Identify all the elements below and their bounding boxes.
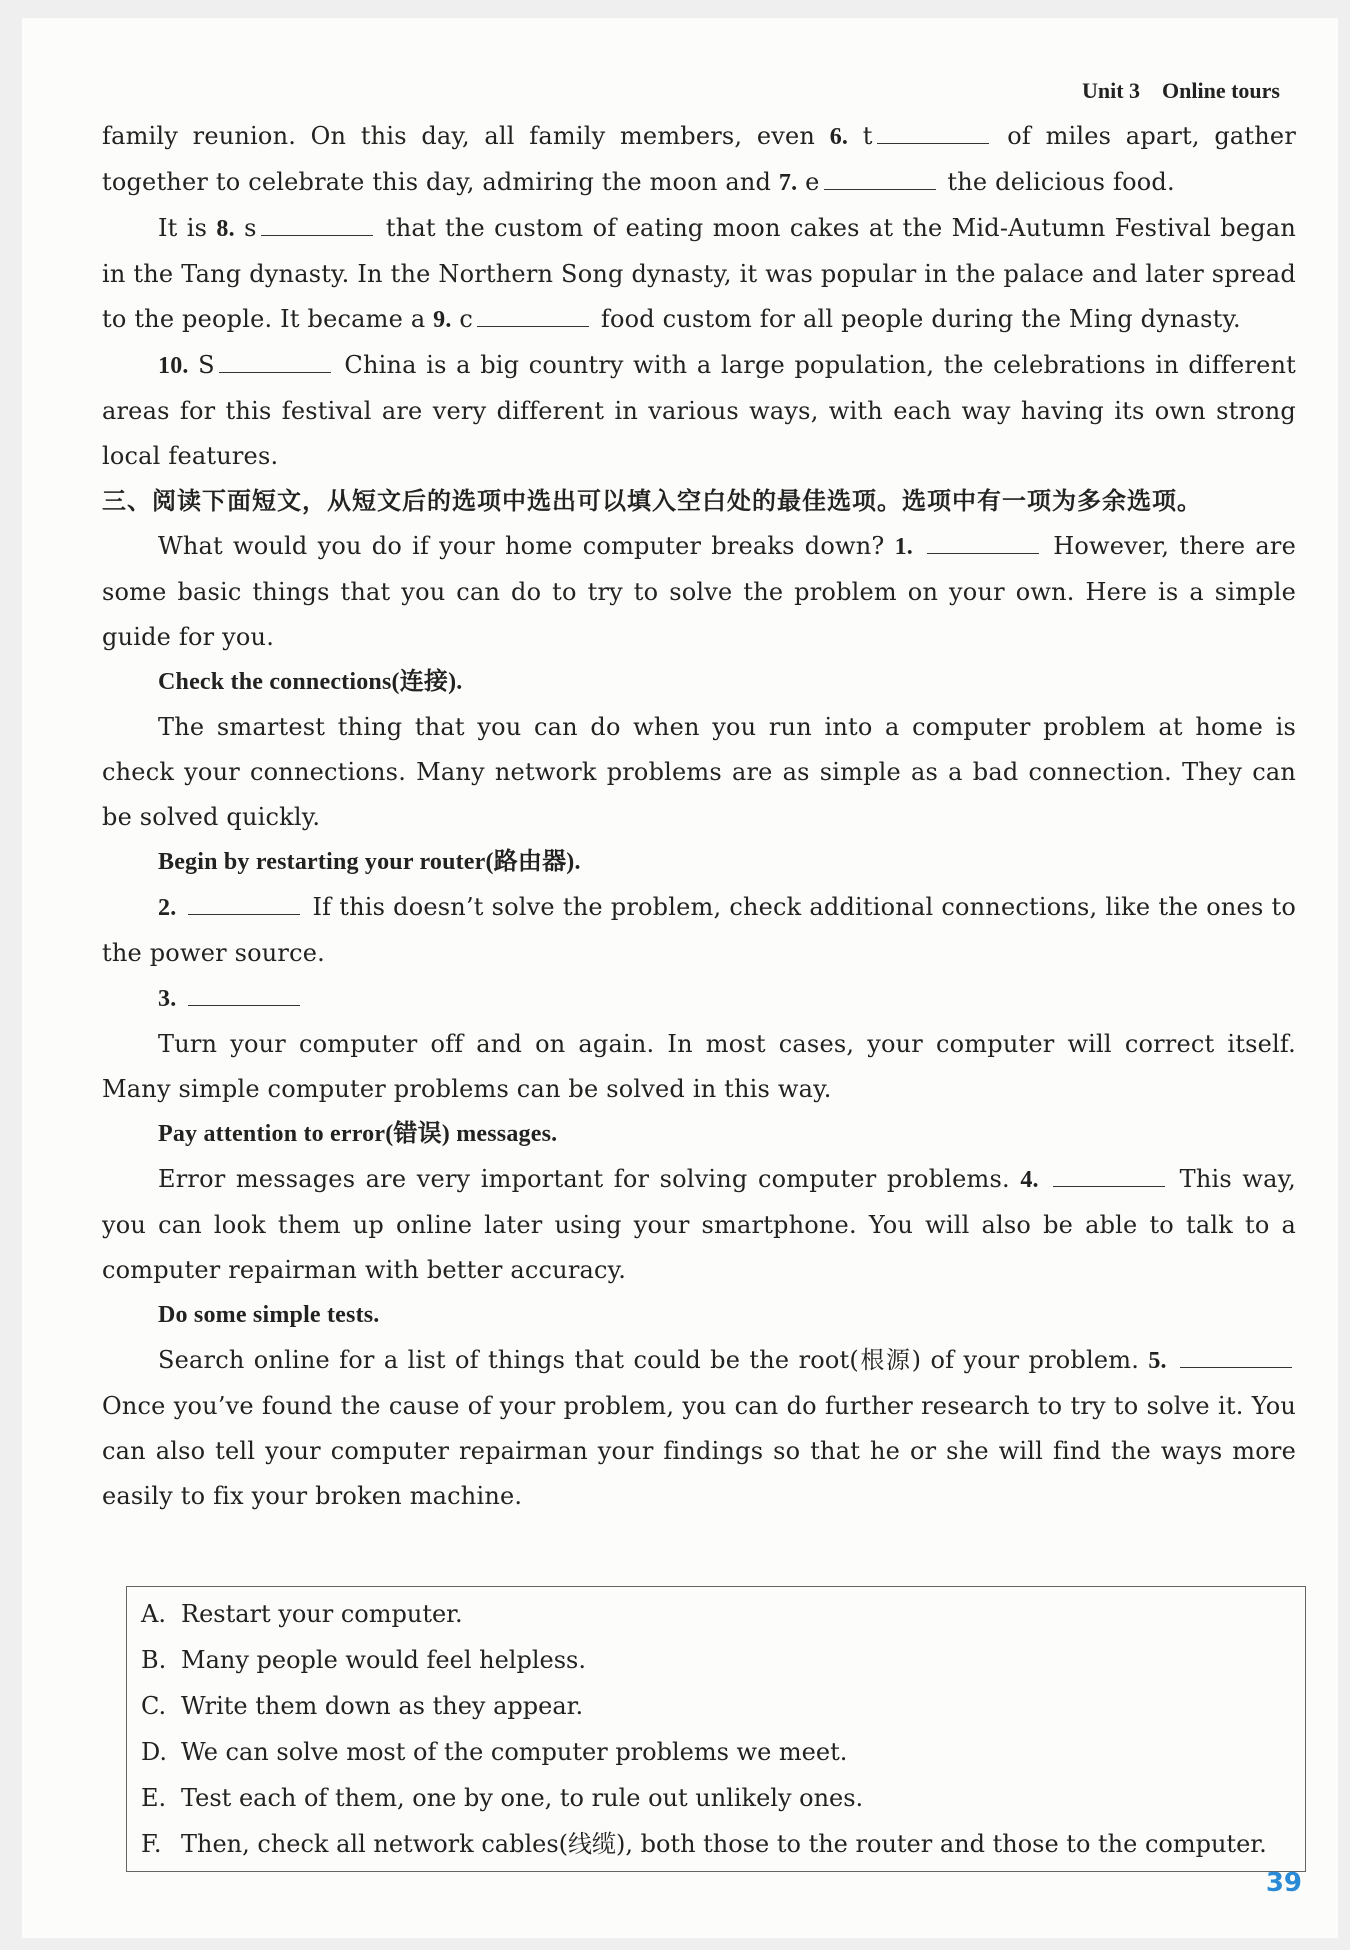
question-number: 10. [158,353,189,379]
subheading: Do some simple tests. [158,1302,380,1328]
paragraph: Error messages are very important for solving computer problems. 4. This way, you can look them up online later using your smartphone. You will also be able to talk to a computer repairman with better accuracy. [102,1157,1296,1293]
option-item: C. Write them down as they appear. [141,1692,584,1720]
paragraph: The smartest thing that you can do when you run into a computer problem at home is check your connections. Many network problems are as simple as a bad connection. They can be solved quickly. [102,713,1296,831]
question-number: 6. [829,124,849,150]
question-number: 5. [1148,1348,1167,1374]
answer-blank[interactable] [1053,1162,1165,1187]
option-item: F. Then, check all network cables(线缆), both those to the router and those to the computer. [141,1830,1267,1858]
options-box [126,1586,1306,1872]
question-number: 3. [158,986,177,1012]
question-number: 2. [158,895,177,921]
paragraph: Search online for a list of things that could be the root(根源) of your problem. 5. Once you’ve found the cause of your problem, you can do further research to try to solve it. You can also tell your computer repairman your findings so that he or she will find the ways more easily to fix your broken machine. [102,1338,1296,1519]
paragraph: Turn your computer off and on again. In most cases, your computer will correct itself. Many simple computer problems can be solved in this way. [102,1030,1296,1103]
answer-blank[interactable] [824,165,936,190]
option-item: B. Many people would feel helpless. [141,1646,586,1674]
paragraph: family reunion. On this day, all family members, even 6. t of miles apart, gather together to celebrate this day, admiring the moon and 7. e the delicious food. [102,114,1296,206]
answer-blank[interactable] [927,529,1039,554]
page-number: 39 [1265,1868,1302,1898]
paragraph: What would you do if your home computer breaks down? 1. However, there are some basic things that you can do to try to solve the problem on your own. Here is a simple guide for you. [102,524,1296,660]
option-item: A. Restart your computer. [141,1600,463,1628]
subheading: Check the connections(连接). [158,669,463,695]
paragraph: 2. If this doesn’t solve the problem, check additional connections, like the ones to the power source. [102,885,1296,976]
textbook-page [22,18,1338,1938]
unit-label: Unit 3 [1081,78,1141,103]
question-number: 7. [778,170,798,196]
question-number: 4. [1020,1167,1039,1193]
answer-blank[interactable] [188,890,300,915]
answer-blank[interactable] [477,302,589,327]
unit-title: Online tours [1162,78,1280,103]
question-number: 1. [894,534,914,560]
answer-blank[interactable] [188,981,300,1006]
answer-blank[interactable] [1180,1343,1292,1368]
running-header [1082,78,1280,104]
paragraph [102,976,1296,1022]
question-number: 9. [433,307,452,333]
question-number: 8. [216,216,235,242]
answer-blank[interactable] [219,348,331,373]
answer-blank[interactable] [261,211,373,236]
page-content [102,114,1296,1519]
option-item: E. Test each of them, one by one, to rule out unlikely ones. [141,1784,864,1812]
answer-blank[interactable] [877,119,989,144]
subheading: Begin by restarting your router(路由器). [158,849,581,875]
subheading: Pay attention to error(错误) messages. [158,1121,558,1147]
paragraph: 10. S China is a big country with a large population, the celebrations in different areas for this festival are very different in various ways, with each way having its own strong local features. [102,343,1296,479]
section-instruction: 三、阅读下面短文，从短文后的选项中选出可以填入空白处的最佳选项。选项中有一项为多余选项。 [102,487,1202,515]
paragraph: It is 8. s that the custom of eating moon cakes at the Mid-Autumn Festival began in the Tang dynasty. In the Northern Song dynasty, it was popular in the palace and later spread to the people. It became a 9. c food custom for all people during the Ming dynasty. [102,206,1296,343]
option-item: D. We can solve most of the computer problems we meet. [141,1738,848,1766]
